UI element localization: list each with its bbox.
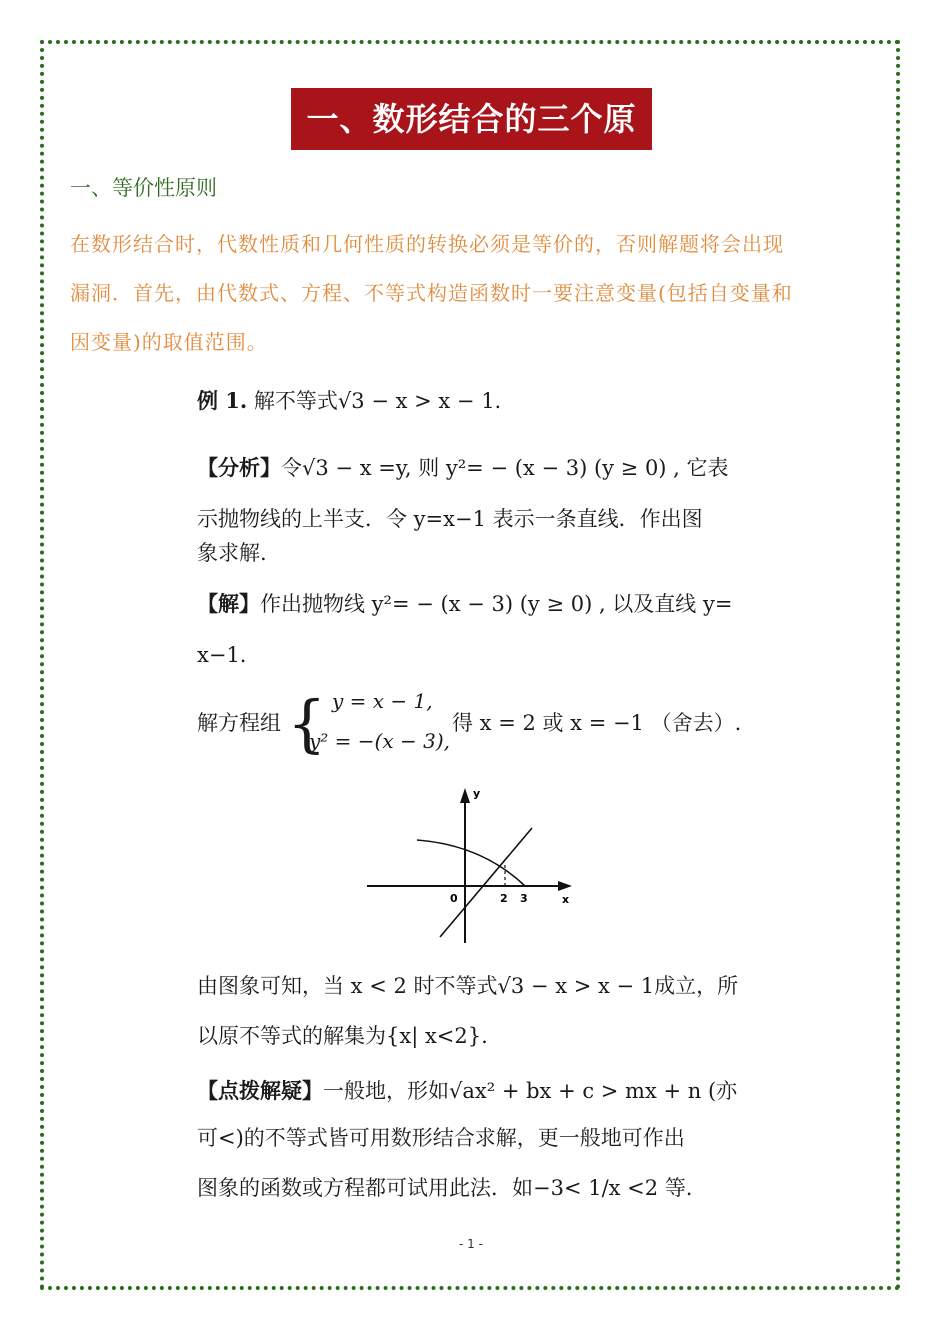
tip-line-2: 可<)的不等式皆可用数形结合求解，更一般地可作出 <box>197 1126 685 1150</box>
system-equation-1: y = x − 1, <box>332 689 433 713</box>
system-label: 解方程组 <box>197 711 281 735</box>
parabola-curve <box>417 840 525 886</box>
x-axis-arrow <box>558 881 572 891</box>
conclusion-line-2: 以原不等式的解集为{x| x<2}. <box>197 1024 488 1048</box>
intro-paragraph <box>70 220 876 367</box>
analysis-line-2: 示抛物线的上半支．令 y=x−1 表示一条直线．作出图 <box>197 507 703 531</box>
example-label: 例 1. <box>197 388 248 413</box>
tick-label-2: 2 <box>500 892 508 905</box>
tip-text-1: 一般地，形如√ax² + bx + c > mx + n (亦 <box>323 1079 738 1103</box>
solution-line-1 <box>197 588 732 618</box>
page-number: - 1 - <box>459 1237 483 1251</box>
tip-label: 【点拨解疑】 <box>197 1078 323 1103</box>
example-text: 解不等式√3 − x > x − 1. <box>253 389 502 413</box>
parabola-line-graph <box>362 785 577 945</box>
page-title: 一、数形结合的三个原则 <box>291 88 652 150</box>
analysis-label: 【分析】 <box>197 455 281 480</box>
line-y-eq-x-minus-1 <box>440 828 532 937</box>
system-brace: { <box>287 687 327 760</box>
solution-line-2: x−1. <box>197 643 247 667</box>
intro-line: 在数形结合时，代数性质和几何性质的转换必须是等价的，否则解题将会出现 <box>70 232 784 256</box>
intro-line: 因变量)的取值范围。 <box>70 330 268 354</box>
analysis-text-1: 令√3 − x =y, 则 y²= − (x − 3) (y ≥ 0) , 它表 <box>281 456 729 480</box>
analysis-line-1 <box>197 452 729 482</box>
origin-label: 0 <box>450 892 458 905</box>
solution-label: 【解】 <box>197 591 260 616</box>
tick-label-3: 3 <box>520 892 528 905</box>
tip-line-3: 图象的函数或方程都可试用此法．如−3< 1/x <2 等. <box>197 1176 693 1200</box>
system-result: 得 x = 2 或 x = −1 （舍去）. <box>452 711 742 735</box>
x-axis-label: x <box>562 893 570 906</box>
y-axis-label: y <box>473 787 481 800</box>
tip-line-1 <box>197 1075 737 1105</box>
intro-line: 漏洞．首先，由代数式、方程、不等式构造函数时一要注意变量(包括自变量和 <box>70 281 793 305</box>
conclusion-line-1: 由图象可知，当 x < 2 时不等式√3 − x > x − 1成立，所 <box>197 974 739 998</box>
solution-text-1: 作出抛物线 y²= − (x − 3) (y ≥ 0) , 以及直线 y= <box>260 592 733 616</box>
section-heading: 一、等价性原则 <box>70 176 217 200</box>
equation-system <box>197 685 757 765</box>
y-axis-arrow <box>460 788 470 803</box>
example-line <box>197 385 501 415</box>
analysis-line-3: 象求解. <box>197 541 267 565</box>
system-equation-2: y² = −(x − 3), <box>309 729 450 753</box>
